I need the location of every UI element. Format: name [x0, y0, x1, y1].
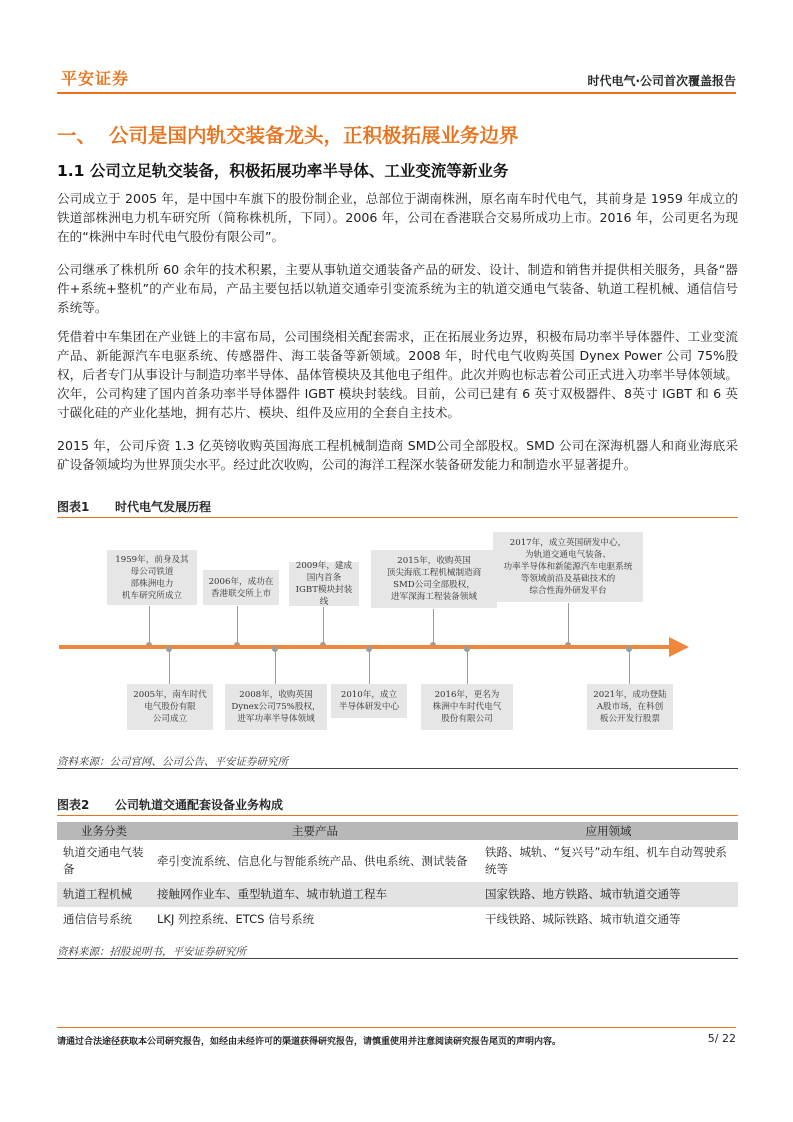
table-cell: 牵引变流系统、信息化与智能系统产品、供电系统、测试装备: [157, 853, 468, 868]
timeline-marker-2016: [467, 649, 468, 685]
paragraph-new-business: 凭借着中车集团在产业链上的丰富布局，公司围绕相关配套需求，正在拓展业务边界，积极布局功率半导体器件、工业变流产品、新能源汽车电驱系统、传感器件、海工装备等新领域。2008 年，时代电气收购英国 Dynex Power 公司 75%股权，后者专门从事设计与制造功率半导体、晶体管模块及其他电子组件。此次并购也标志着公司正式进入功率半导体领域。次年，公司构建了国内首条功率半导体器件 IGBT 模块封装线。目前，公司已建有 6 英寸双极器件、8英寸 IGBT 和 6 英寸碳化硅的产业化基地，拥有芯片、模块、组件及应用的全套自主技术。: [57, 329, 738, 420]
footer-disclaimer: 请通过合法途径获取本公司研究报告，如经由未经许可的渠道获得研究报告，请慎重使用并注意阅读研究报告尾页的声明内容。: [57, 1037, 562, 1047]
table-cell: LKJ 列控系统、ETCS 信号系统: [157, 912, 315, 926]
timeline-marker-2021: [629, 649, 630, 685]
table-header-row: [57, 822, 738, 840]
timeline-marker-2009: [323, 607, 324, 645]
timeline-event-2006: 2006年，成功在 香港联交所上市: [203, 570, 279, 605]
table-cell: 轨道交通电气装备: [63, 845, 144, 876]
subsection-heading: 1.1 公司立足轨交装备，积极拓展功率半导体、工业变流等新业务: [57, 162, 509, 180]
table-header-applications: 应用领域: [479, 822, 738, 840]
table-row: [57, 907, 738, 932]
timeline-marker-2010: [369, 649, 370, 685]
figure1-title: 时代电气发展历程: [115, 500, 212, 514]
table-cell: 国家铁路、地方铁路、城市轨道交通等: [479, 882, 738, 907]
timeline-event-2005: 2005年，南车时代 电气股份有限 公司成立: [127, 684, 213, 730]
timeline-arrow-icon: [669, 637, 689, 657]
table-header-category: 业务分类: [57, 822, 151, 840]
figure2-heading: [57, 796, 738, 816]
timeline-marker-1959: [149, 606, 150, 645]
table-header-products: 主要产品: [151, 822, 479, 840]
development-timeline: [57, 520, 738, 750]
timeline-axis: [59, 645, 671, 649]
table-row: [57, 840, 738, 882]
company-logo: 平安证券: [61, 69, 130, 88]
section-number: 一、: [57, 124, 97, 147]
figure2-title: 公司轨道交通配套设备业务构成: [115, 798, 284, 812]
table-row: [57, 882, 738, 907]
timeline-event-2009: 2009年，建成 国内首条 IGBT模块封装线: [289, 562, 359, 606]
table-cell: 铁路、城轨、“复兴号”动车组、机车自动驾驶系统等: [485, 845, 727, 876]
figure2-label: 图表2: [57, 798, 90, 812]
table-cell: 轨道工程机械: [57, 882, 151, 907]
timeline-event-2015: 2015年，收购英国 顶尖海底工程机械制造商 SMD公司全部股权， 进军深海工程装备领域: [371, 550, 497, 608]
footer-divider: [57, 1027, 736, 1028]
table-cell: 通信信号系统: [63, 912, 132, 926]
paragraph-company-history: 公司成立于 2005 年，是中国中车旗下的股份制企业，总部位于湖南株洲，原名南车时代电气，其前身是 1959 年成立的铁道部株洲电力机车研究所（简称株机所，下同）。2006 年，公司在香港联合交易所成功上市。2016 年，公司更名为现在的“株洲中车时代电气股份有限公司”。: [57, 191, 738, 244]
header-divider: [57, 92, 736, 94]
timeline-event-2008: 2008年，收购英国 Dynex公司75%股权， 进军功率半导体领域: [225, 684, 327, 730]
figure2-source: 资料来源：招股说明书，平安证券研究所: [57, 944, 738, 959]
timeline-marker-2017: [568, 603, 569, 645]
timeline-event-2017: 2017年，成立英国研发中心， 为轨道交通电气装备、 功率半导体和新能源汽车电驱系统 等领域前沿及基础技术的 综合性海外研发平台: [493, 532, 643, 602]
timeline-event-2016: 2016年，更名为 株洲中车时代电气 股份有限公司: [421, 684, 513, 730]
paragraph-smd-acquisition: 2015 年，公司斥资 1.3 亿英镑收购英国海底工程机械制造商 SMD公司全部股权。SMD 公司在深海机器人和商业海底采矿设备领域均为世界顶尖水平。经过此次收购，公司的海洋工程深水装备研发能力和制造水平显著提升。: [57, 438, 738, 472]
timeline-event-1959: 1959年，前身及其 母公司铁道 部株洲电力 机车研究所成立: [107, 550, 197, 605]
table-cell: 接触网作业车、重型轨道车、城市轨道工程车: [151, 882, 479, 907]
page-number: 5/ 22: [707, 1032, 736, 1045]
figure1-heading: [57, 498, 738, 518]
timeline-marker-2008: [275, 649, 276, 685]
timeline-event-2021: 2021年，成功登陆 A股市场，在科创 板公开发行股票: [587, 684, 673, 730]
table-cell: 干线铁路、城际铁路、城市轨道交通等: [485, 912, 681, 926]
timeline-marker-2015: [433, 609, 434, 645]
section-heading: [57, 120, 519, 148]
business-composition-table: [57, 822, 738, 932]
report-title: 时代电气·公司首次覆盖报告: [587, 74, 736, 88]
timeline-event-2010: 2010年，成立 半导体研发中心: [331, 684, 407, 718]
timeline-marker-2006: [237, 606, 238, 645]
timeline-marker-2005: [169, 649, 170, 685]
section-title: 公司是国内轨交装备龙头，正积极拓展业务边界: [109, 124, 519, 147]
page-header: [57, 62, 736, 90]
figure1-source: 资料来源：公司官网、公司公告、平安证券研究所: [57, 754, 738, 769]
figure1-label: 图表1: [57, 500, 90, 514]
paragraph-business-scope: 公司继承了株机所 60 余年的技术积累，主要从事轨道交通装备产品的研发、设计、制造和销售并提供相关服务，具备“器件+系统+整机”的产业布局，产品主要包括以轨道交通牵引变流系统为主的轨道交通电气装备、轨道工程机械、通信信号系统等。: [57, 262, 738, 315]
